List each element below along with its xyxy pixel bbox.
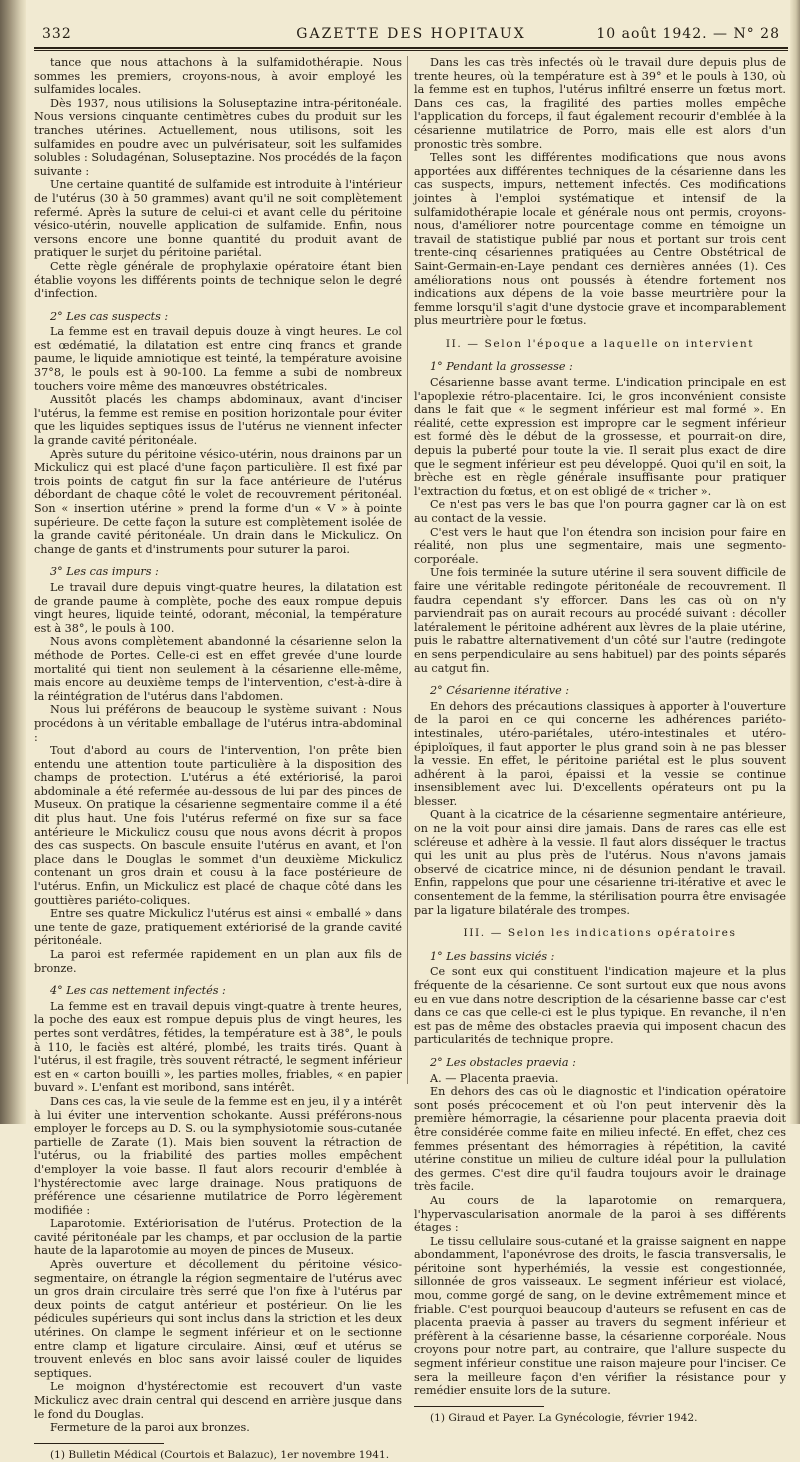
- paragraph: En dehors des précautions classiques à apporter à l'ouverture de la paroi en ce qui concerne les adhérences pariéto-intestinales, utéro-pariétales, utéro-intestinales et utéro-épiploïques, il faut apporter le plus grand soin à ne pas blesser la vessie. En effet, le péritoine pariétal est le plus souvent adhérent à la paroi, épaissi et la vessie se continue insensiblement avec lui. D'excellents opérateurs ont pu la blesser.: [414, 699, 786, 808]
- paragraph: Le moignon d'hystérectomie est recouvert d'un vaste Mickulicz avec drain central qui descend en arrière jusque dans le fond du Douglas.: [34, 1380, 402, 1421]
- paragraph: Dans ces cas, la vie seule de la femme est en jeu, il y a intérêt à lui éviter une intervention schokante. Aussi préférons-nous employer le forceps au D. S. ou la symphysiotomie sous-cutanée partielle de Zarate (1). Mais bien souvent la rétraction de l'utérus, ou la friabilité des parties molles empêchent d'employer la voie basse. Il faut alors recourir d'emblée à l'hystérectomie avec large drainage. Nous pratiquons de préférence une césarienne mutilatrice de Porro légèrement modifiée :: [34, 1094, 402, 1217]
- paragraph: Nous lui préférons de beaucoup le système suivant : Nous procédons à un véritable emballage de l'utérus intra-abdominal :: [34, 703, 402, 744]
- subheading: 2° Les cas suspects :: [50, 309, 169, 323]
- right-column: [414, 56, 786, 1424]
- paragraph: tance que nous attachons à la sulfamidothérapie. Nous sommes les premiers, croyons-nous, à avoir employé les sulfamides locales.: [34, 56, 402, 97]
- footnote-rule: [34, 1443, 164, 1444]
- footnote-rule: [414, 1406, 544, 1407]
- issue-date: 10 août 1942. — N° 28: [596, 26, 780, 42]
- paragraph: Césarienne basse avant terme. L'indication principale en est l'apoplexie rétro-placentaire. Ici, le gros inconvénient consiste dans le fait que « le segment inférieur est mal formé ». En réalité, cette expression est impropre car le segment inférieur est formé dès le début de la grossesse, et pourrait-on dire, depuis la puberté pour toute la vie. Il serait plus exact de dire que le segment inférieur est peu développé. Quoi qu'il en soit, la brèche est en règle générale insuffisante pour pratiquer l'extraction du fœtus, et on est obligé de « tricher ».: [414, 376, 786, 498]
- paragraph: Une fois terminée la suture utérine il sera souvent difficile de faire une véritable redingote péritonéale de recouvrement. Il faudra cependant s'y efforcer. Dans les cas où on n'y parviendrait pas on aurait recours au procédé suivant : décoller latéralement le péritoine adhérent aux lèvres de la plaie utérine, puis le rabattre alternativement d'un côté sur l'autre (redingote en sens perpendiculaire au sens habituel) par des points séparés au catgut fin.: [414, 566, 786, 675]
- book-binding-shadow: [0, 0, 26, 1124]
- paragraph: Le travail dure depuis vingt-quatre heures, la dilatation est de grande paume à complète, poche des eaux rompue depuis vingt heures, liquide teinté, odorant, méconial, la température est à 38°, le pouls à 100.: [34, 580, 402, 635]
- column-divider: [407, 56, 408, 1084]
- paragraph: La femme est en travail depuis vingt-quatre à trente heures, la poche des eaux est rompue depuis plus de vingt heures, les pertes sont verdâtres, fétides, la température est à 38°, le pouls à 110, le faciès est altéré, plombé, les traits tirés. Quant à l'utérus, il est fragile, très souvent rétracté, le segment inférieur est en « carton bouilli », les parties molles, friables, « en papier buvard ». L'enfant est moribond, sans intérêt.: [34, 999, 402, 1095]
- paragraph: Au cours de la laparotomie on remarquera, l'hypervascularisation anormale de la paroi à ses différents étages :: [414, 1193, 786, 1235]
- paragraph: En dehors des cas où le diagnostic et l'indication opératoire sont posés précocement et où l'on peut intervenir dès la première hémorragie, la césarienne pour placenta praevia doit être considérée comme faite en milieu infecté. En effet, chez ces femmes présentant des hémorragies à répétition, la cavité utérine constitue un milieu de culture idéal pour la pullulation des germes. C'est dire qu'il faudra toujours avoir le drainage très facile.: [414, 1085, 786, 1194]
- subheading: 2° Les obstacles praevia :: [430, 1055, 576, 1069]
- subheading: 2° Césarienne itérative :: [430, 684, 570, 698]
- paragraph: Tout d'abord au cours de l'intervention, l'on prête bien entendu une attention toute particulière à la disposition des champs de protection. L'utérus a été extériorisé, la paroi abdominale a été refermée au-dessous de lui par des pinces de Museux. On pratique la césarienne segmentaire comme il a été dit plus haut. Une fois l'utérus refermé on fixe sur sa face antérieure le Mickulicz cousu que nous avons décrit à propos des cas suspects. On bascule ensuite l'utérus en avant, et l'on place dans le Douglas le sommet d'un deuxième Mickulicz contenant un gros drain et cousu à la face postérieure de l'utérus. Enfin, un Mickulicz est placé de chaque côté dans les gouttières pariéto-coliques.: [34, 744, 402, 907]
- subheading: 3° Les cas impurs :: [50, 565, 159, 579]
- paragraph: Dès 1937, nous utilisions la Soluseptazine intra-péritonéale. Nous versions cinquante centimètres cubes du produit sur les tranches utérines. Actuellement, nous utilisons, soit les sulfamides en poudre avec un pulvérisateur, soit les sulfamides solubles : Soludagénan, Soluseptazine. Nos procédés de la façon suivante :: [34, 96, 402, 178]
- page-header: [34, 22, 788, 48]
- paragraph: Laparotomie. Extériorisation de l'utérus. Protection de la cavité péritonéale par les champs, et par occlusion de la partie haute de la laparotomie au moyen de pinces de Museux.: [34, 1217, 402, 1258]
- footnote: (1) Giraud et Payer. La Gynécologie, février 1942.: [430, 1411, 698, 1424]
- paragraph: C'est vers le haut que l'on étendra son incision pour faire en réalité, non plus une segmentaire, mais une segmento-corporéale.: [414, 525, 786, 566]
- paragraph: Aussitôt placés les champs abdominaux, avant d'inciser l'utérus, la femme est remise en position horizontale pour éviter que les liquides septiques issus de l'utérus ne viennent infecter la grande cavité péritonéale.: [34, 393, 402, 448]
- paragraph: Ce sont eux qui constituent l'indication majeure et la plus fréquente de la césarienne. Ce sont surtout eux que nous avons eu en vue dans notre description de la césarienne basse car c'est dans ce cas que celle-ci est le plus typique. En revanche, il n'en est pas de même des obstacles praevia qui imposent chacun des particularités de technique propre.: [414, 965, 786, 1047]
- paragraph: Nous avons complètement abandonné la césarienne selon la méthode de Portes. Celle-ci est en effet grevée d'une lourde mortalité qui tient non seulement à la césarienne elle-même, mais encore au deuxième temps de l'intervention, c'est-à-dire à la réintégration de l'utérus dans l'abdomen.: [34, 635, 402, 703]
- paragraph: Quant à la cicatrice de la césarienne segmentaire antérieure, on ne la voit pour ainsi dire jamais. Dans de rares cas elle est scléreuse et adhère à la vessie. Il faut alors disséquer le tractus qui les unit au plus près de l'utérus. Nous n'avons jamais observé de cicatrice mince, ni de désunion pendant le travail. Enfin, rappelons que pour une césarienne tri-itérative et avec le consentement de la femme, la stérilisation pourra être envisagée par la ligature bilatérale des trompes.: [414, 808, 786, 917]
- left-column: [34, 56, 402, 1461]
- paragraph: Cette règle générale de prophylaxie opératoire étant bien établie voyons les différents points de technique selon le degré d'infection.: [34, 259, 402, 301]
- paragraph: A. — Placenta praevia.: [430, 1071, 559, 1085]
- subheading: 1° Les bassins viciés :: [430, 949, 555, 963]
- paragraph: Entre ses quatre Mickulicz l'utérus est ainsi « emballé » dans une tente de gaze, pratiquement extériorisé de la grande cavité péritonéale.: [34, 907, 402, 948]
- subheading: 4° Les cas nettement infectés :: [50, 984, 226, 998]
- journal-title: GAZETTE DES HOPITAUX: [296, 26, 526, 42]
- page-edge-shadow: [790, 0, 800, 1124]
- footnote: (1) Bulletin Médical (Courtois et Balazuc), 1er novembre 1941.: [50, 1448, 390, 1461]
- paragraph: Dans les cas très infectés où le travail dure depuis plus de trente heures, où la température est à 39° et le pouls à 130, où la femme est en tuphos, l'utérus infiltré enserre un fœtus mort. Dans ces cas, la fragilité des parties molles empêche l'application du forceps, il faut également recourir d'emblée à la césarienne mutilatrice de Porro, mais elle est alors d'un pronostic très sombre.: [414, 56, 786, 151]
- paragraph: La femme est en travail depuis douze à vingt heures. Le col est œdématié, la dilatation est entre cinq francs et grande paume, le liquide amniotique est teinté, la température avoisine 37°8, le pouls est à 90-100. La femme a subi de nombreux touchers voire même des manœuvres obstétricales.: [34, 325, 402, 393]
- subheading: 1° Pendant la grossesse :: [430, 360, 573, 374]
- paragraph: Après suture du péritoine vésico-utérin, nous drainons par un Mickulicz qui est placé d'une façon particulière. Il est fixé par trois points de catgut fin sur la face antérieure de l'utérus débordant de chaque côté le volet de recouvrement péritonéal. Son « insertion utérine » prend la forme d'un « V » à pointe supérieure. De cette façon la suture est complètement isolée de la grande cavité péritonéale. Un drain dans le Mickulicz. On change de gants et d'instruments pour suturer la paroi.: [34, 447, 402, 556]
- paragraph: Fermeture de la paroi aux bronzes.: [50, 1421, 250, 1435]
- paragraph: La paroi est refermée rapidement en un plan aux fils de bronze.: [34, 948, 402, 975]
- section-heading: II. — Selon l'époque a laquelle on intervient: [445, 337, 755, 350]
- paragraph: Une certaine quantité de sulfamide est introduite à l'intérieur de l'utérus (30 à 50 grammes) avant qu'il ne soit complètement refermé. Après la suture de celui-ci et avant celle du péritoine vésico-utérin, nouvelle application de sulfamide. Enfin, nous versons encore une bonne quantité du produit avant de pratiquer le surjet du péritoine pariétal.: [34, 178, 402, 260]
- paragraph: Telles sont les différentes modifications que nous avons apportées aux différentes techniques de la césarienne dans les cas suspects, impurs, nettement infectés. Ces modifications jointes à l'emploi systématique et intensif de la sulfamidothérapie locale et générale nous ont permis, croyons-nous, d'améliorer notre pourcentage comme en témoigne un travail de statistique publié par nous et portant sur trois cent trente-cinq césariennes pratiquées au Centre Obstétrical de Saint-Germain-en-Laye pendant ces dernières années (1). Ces améliorations nous ont poussés à étendre fortement nos indications aux dépens de la voie basse meurtrière pour la femme lorsqu'il s'agit d'une dystocie grave et incomparablement plus meurtrière pour le fœtus.: [414, 151, 786, 328]
- paragraph: Après ouverture et décollement du péritoine vésico-segmentaire, on étrangle la région segmentaire de l'utérus avec un gros drain circulaire très serré que l'on fixe à l'utérus par deux points de catgut antérieur et postérieur. On lie les pédicules supérieurs qui sont inclus dans la striction et les deux utérines. On clampe le segment inférieur et on le sectionne entre clamp et ligature circulaire. Ainsi, œuf et utérus se trouvent enlevés en bloc sans avoir laissé couler de liquides septiques.: [34, 1258, 402, 1380]
- page-number: 332: [42, 26, 72, 42]
- paragraph: Le tissu cellulaire sous-cutané et la graisse saignent en nappe abondamment, l'aponévrose des droits, le fascia transversalis, le péritoine sont hyperhémiés, la vessie est congestionnée, sillonnée de gros vaisseaux. Le segment inférieur est violacé, mou, comme gorgé de sang, on le devine extrêmement mince et friable. C'est pourquoi beaucoup d'auteurs se refusent en cas de placenta praevia à passer au travers du segment inférieur et préfèrent à la césarienne basse, la césarienne corporéale. Nous croyons pour notre part, au contraire, que l'allure suspecte du segment inférieur constitue une raison majeure pour l'inciser. Ce sera la meilleure façon d'en vérifier la résistance pour y remédier ensuite lors de la suture.: [414, 1234, 786, 1398]
- section-heading: III. — Selon les indications opératoires: [463, 927, 737, 940]
- paragraph: Ce n'est pas vers le bas que l'on pourra gagner car là on est au contact de la vessie.: [414, 498, 786, 525]
- header-rule: [34, 47, 788, 51]
